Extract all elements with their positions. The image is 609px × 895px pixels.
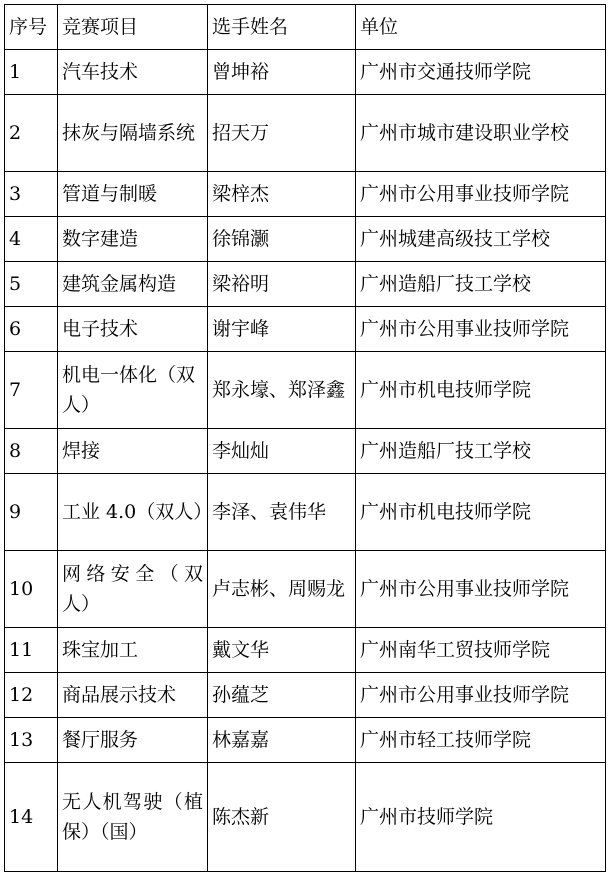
cell-event: 数字建造 <box>58 217 208 262</box>
cell-no: 8 <box>5 429 58 474</box>
table-row <box>5 307 606 352</box>
cell-unit: 广州城建高级技工学校 <box>356 217 606 262</box>
table-row <box>5 673 606 718</box>
cell-no: 4 <box>5 217 58 262</box>
cell-event: 抹灰与隔墙系统 <box>58 95 208 172</box>
cell-name: 孙蕴芝 <box>208 673 356 718</box>
cell-event: 商品展示技术 <box>58 673 208 718</box>
table-row <box>5 172 606 217</box>
contestant-table <box>4 4 606 872</box>
cell-name: 李泽、袁伟华 <box>208 474 356 551</box>
cell-name: 林嘉嘉 <box>208 718 356 763</box>
cell-unit: 广州市公用事业技师学院 <box>356 172 606 217</box>
cell-unit: 广州南华工贸技师学院 <box>356 628 606 673</box>
header-name: 选手姓名 <box>208 5 356 50</box>
table-row <box>5 474 606 551</box>
header-unit: 单位 <box>356 5 606 50</box>
table-row <box>5 50 606 95</box>
cell-event: 电子技术 <box>58 307 208 352</box>
cell-event: 汽车技术 <box>58 50 208 95</box>
table-row <box>5 763 606 872</box>
cell-name: 招天万 <box>208 95 356 172</box>
table-row <box>5 628 606 673</box>
cell-name: 李灿灿 <box>208 429 356 474</box>
cell-event: 工业 4.0（双人） <box>58 474 208 551</box>
cell-no: 5 <box>5 262 58 307</box>
table-row <box>5 95 606 172</box>
cell-name: 戴文华 <box>208 628 356 673</box>
cell-event: 管道与制暖 <box>58 172 208 217</box>
table-row <box>5 429 606 474</box>
cell-name: 梁裕明 <box>208 262 356 307</box>
table-header-row <box>5 5 606 50</box>
cell-name: 徐锦灏 <box>208 217 356 262</box>
cell-event: 无人机驾驶（植保）（国） <box>58 763 208 872</box>
cell-unit: 广州市技师学院 <box>356 763 606 872</box>
cell-unit: 广州市机电技师学院 <box>356 474 606 551</box>
cell-event: 珠宝加工 <box>58 628 208 673</box>
table-row <box>5 718 606 763</box>
cell-name: 曾坤裕 <box>208 50 356 95</box>
cell-unit: 广州市公用事业技师学院 <box>356 307 606 352</box>
cell-name: 郑永壕、郑泽鑫 <box>208 352 356 429</box>
header-event: 竞赛项目 <box>58 5 208 50</box>
cell-no: 14 <box>5 763 58 872</box>
table-row <box>5 217 606 262</box>
cell-no: 13 <box>5 718 58 763</box>
table-row <box>5 551 606 628</box>
cell-no: 6 <box>5 307 58 352</box>
cell-name: 谢宇峰 <box>208 307 356 352</box>
cell-unit: 广州市城市建设职业学校 <box>356 95 606 172</box>
cell-unit: 广州市公用事业技师学院 <box>356 673 606 718</box>
cell-no: 10 <box>5 551 58 628</box>
cell-no: 11 <box>5 628 58 673</box>
cell-no: 12 <box>5 673 58 718</box>
cell-event: 建筑金属构造 <box>58 262 208 307</box>
cell-event: 网络安全（双人） <box>58 551 208 628</box>
cell-no: 2 <box>5 95 58 172</box>
cell-name: 陈杰新 <box>208 763 356 872</box>
cell-no: 3 <box>5 172 58 217</box>
table-row <box>5 262 606 307</box>
cell-unit: 广州市机电技师学院 <box>356 352 606 429</box>
cell-unit: 广州造船厂技工学校 <box>356 429 606 474</box>
header-no: 序号 <box>5 5 58 50</box>
cell-name: 梁梓杰 <box>208 172 356 217</box>
cell-unit: 广州造船厂技工学校 <box>356 262 606 307</box>
cell-event: 焊接 <box>58 429 208 474</box>
cell-unit: 广州市轻工技师学院 <box>356 718 606 763</box>
cell-event: 机电一体化（双人） <box>58 352 208 429</box>
cell-event: 餐厅服务 <box>58 718 208 763</box>
cell-no: 9 <box>5 474 58 551</box>
cell-unit: 广州市交通技师学院 <box>356 50 606 95</box>
cell-no: 1 <box>5 50 58 95</box>
cell-no: 7 <box>5 352 58 429</box>
table-row <box>5 352 606 429</box>
cell-unit: 广州市公用事业技师学院 <box>356 551 606 628</box>
cell-name: 卢志彬、周赐龙 <box>208 551 356 628</box>
